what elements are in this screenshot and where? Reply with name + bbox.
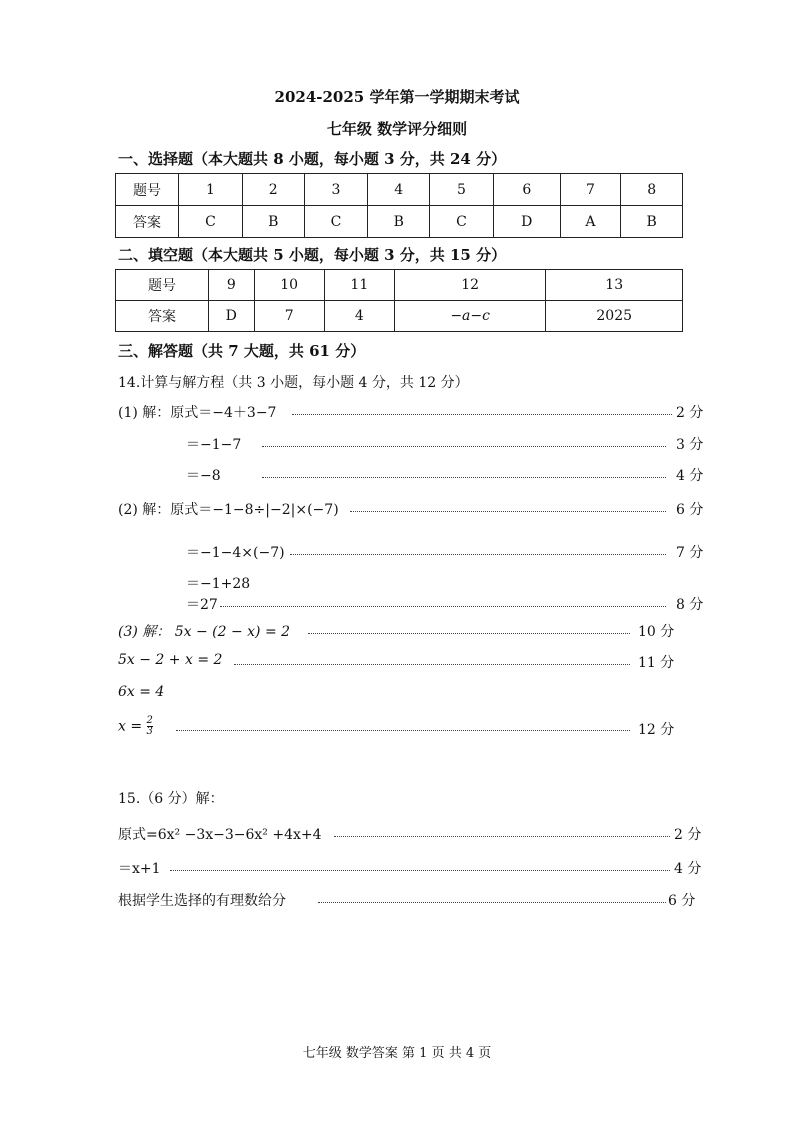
- question-number: 10: [254, 270, 324, 301]
- page-title: 2024-2025 学年第一学期期末考试: [274, 88, 520, 106]
- fraction-denominator: 3: [146, 726, 153, 737]
- fraction-numerator: 2: [146, 715, 153, 726]
- solution-line: ＝−8: [186, 468, 221, 484]
- solution-line: 6x = 4: [118, 684, 165, 700]
- dotted-leader: [176, 730, 630, 731]
- dotted-leader: [170, 870, 670, 871]
- question-number: 3: [304, 174, 368, 206]
- row-label-question: 题号: [116, 174, 179, 206]
- answer-cell: D: [493, 206, 560, 238]
- score-label: 7 分: [676, 545, 704, 561]
- solution-line: 根据学生选择的有理数给分: [118, 893, 286, 909]
- question-number: 8: [621, 174, 683, 206]
- choice-answer-table: [115, 173, 683, 238]
- score-label: 11 分: [638, 655, 675, 671]
- question-number: 12: [394, 270, 546, 301]
- score-label: 8 分: [676, 597, 704, 613]
- score-label: 4 分: [674, 861, 702, 877]
- question-number: 9: [209, 270, 255, 301]
- section1-heading: 一、选择题（本大题共 8 小题，每小题 3 分，共 24 分）: [118, 150, 507, 168]
- question-number: 13: [546, 270, 683, 301]
- answer-cell: 2025: [546, 301, 683, 332]
- answer-cell: C: [430, 206, 494, 238]
- page-subtitle: 七年级 数学评分细则: [326, 120, 468, 138]
- dotted-leader: [308, 633, 630, 634]
- solution-line-fraction: [118, 716, 153, 737]
- score-label: 2 分: [674, 827, 702, 843]
- solution-line: (2) 解：原式＝−1−8÷|−2|×(−7): [118, 502, 339, 518]
- page-footer: 七年级 数学答案 第 1 页 共 4 页: [302, 1046, 492, 1061]
- question-number: 4: [368, 174, 430, 206]
- fill-answer-table: [115, 269, 683, 332]
- solution-line: ＝−1−4×(−7): [186, 545, 285, 561]
- answer-cell: −a−c: [394, 301, 546, 332]
- row-label-answer: 答案: [116, 206, 179, 238]
- answer-cell: B: [368, 206, 430, 238]
- dotted-leader: [292, 414, 672, 415]
- dotted-leader: [350, 511, 666, 512]
- solution-line: 5x − 2 + x = 2: [118, 652, 223, 668]
- score-label: 3 分: [676, 437, 704, 453]
- equation-lhs: x =: [118, 718, 147, 735]
- answer-cell: 7: [254, 301, 324, 332]
- score-label: 6 分: [676, 502, 704, 518]
- score-label: 12 分: [638, 722, 675, 738]
- answer-cell: B: [242, 206, 304, 238]
- q15-heading: 15.（6 分）解：: [118, 791, 224, 807]
- fraction: [147, 716, 153, 737]
- solution-line: 原式=6x² −3x−3−6x² +4x+4: [118, 827, 322, 843]
- dotted-leader: [334, 836, 670, 837]
- question-number: 2: [242, 174, 304, 206]
- score-label: 2 分: [676, 405, 704, 421]
- answer-cell: A: [560, 206, 621, 238]
- dotted-leader: [290, 554, 666, 555]
- question-number: 6: [493, 174, 560, 206]
- solution-line: ＝−1+28: [186, 576, 251, 592]
- row-label-question: 题号: [116, 270, 209, 301]
- dotted-leader: [262, 477, 666, 478]
- dotted-leader: [234, 664, 630, 665]
- solution-line: (1) 解：原式＝−4＋3−7: [118, 405, 277, 421]
- dotted-leader: [220, 606, 666, 607]
- answer-cell: B: [621, 206, 683, 238]
- score-label: 4 分: [676, 468, 704, 484]
- dotted-leader: [318, 902, 666, 903]
- question-number: 11: [324, 270, 394, 301]
- answer-cell: 4: [324, 301, 394, 332]
- dotted-leader: [262, 446, 666, 447]
- solution-line: ＝−1−7: [186, 437, 242, 453]
- solution-line: (3) 解： 5x − (2 − x) = 2: [118, 624, 291, 640]
- score-label: 6 分: [668, 893, 696, 909]
- answer-cell: D: [209, 301, 255, 332]
- question-number: 5: [430, 174, 494, 206]
- answer-cell: C: [179, 206, 243, 238]
- question-number: 7: [560, 174, 621, 206]
- solution-line: ＝27: [186, 597, 218, 613]
- q14-heading: 14.计算与解方程（共 3 小题，每小题 4 分，共 12 分）: [118, 375, 469, 391]
- section3-heading: 三、解答题（共 7 大题，共 61 分）: [118, 342, 366, 360]
- solution-line: ＝x+1: [118, 861, 161, 877]
- question-number: 1: [179, 174, 243, 206]
- row-label-answer: 答案: [116, 301, 209, 332]
- score-label: 10 分: [638, 624, 675, 640]
- section2-heading: 二、填空题（本大题共 5 小题，每小题 3 分，共 15 分）: [118, 246, 507, 264]
- answer-cell: C: [304, 206, 368, 238]
